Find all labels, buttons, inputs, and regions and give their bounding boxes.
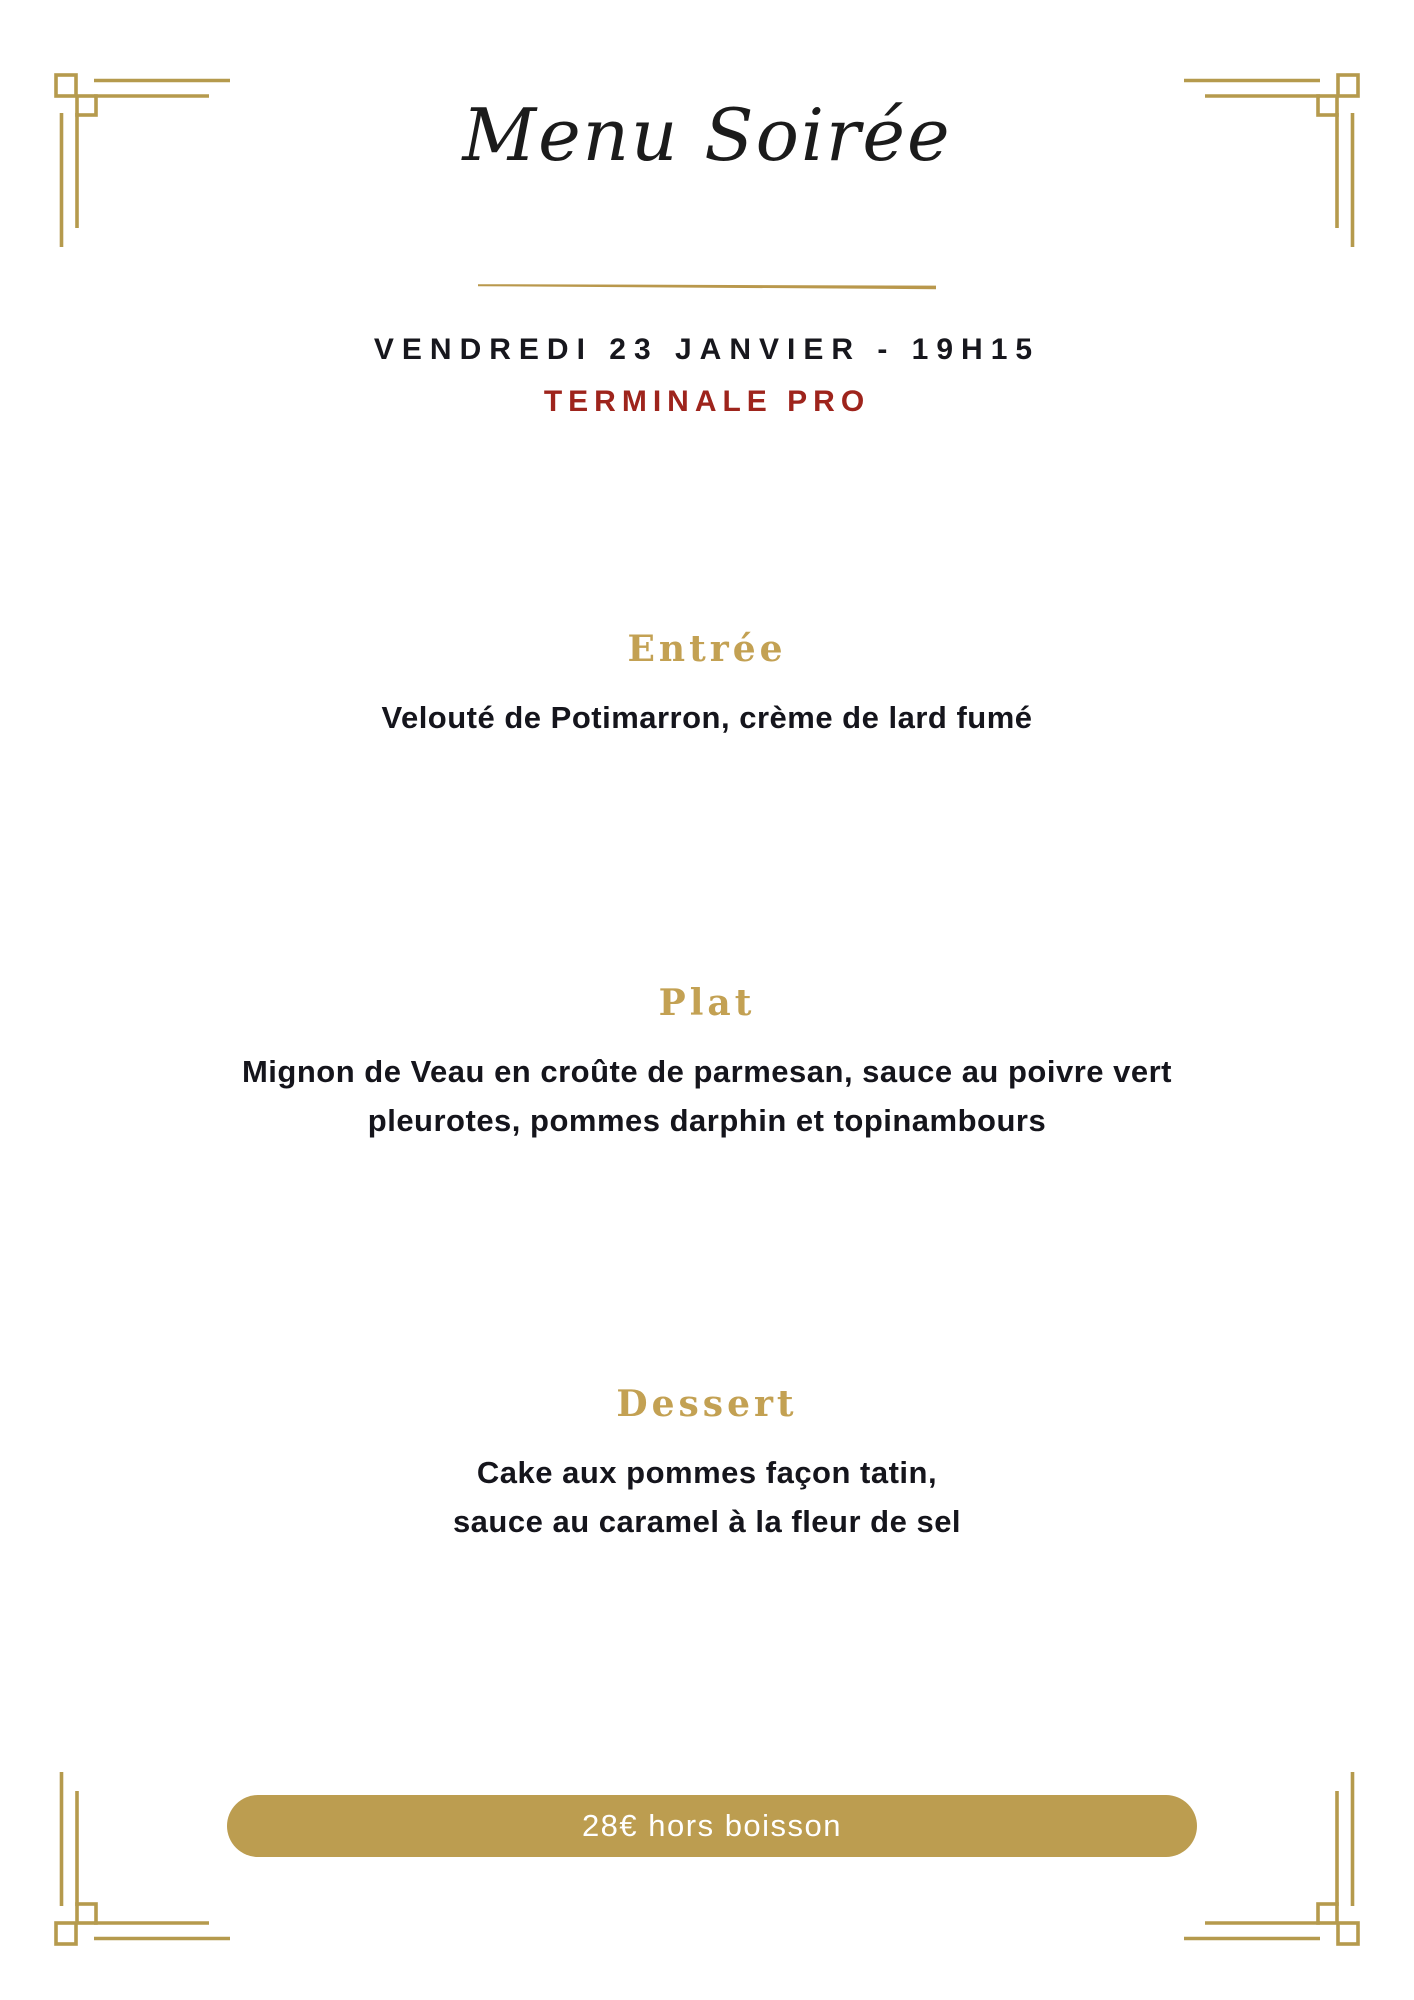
course-section-dessert (0, 1382, 1414, 1546)
course-heading-entree: Entrée (627, 628, 787, 670)
course-heading-dessert: Dessert (616, 1383, 798, 1425)
event-date-time: VENDREDI 23 JANVIER - 19H15 (373, 333, 1041, 366)
dish-line: Velouté de Potimarron, crème de lard fumé (381, 700, 1033, 735)
event-group: TERMINALE PRO (543, 385, 871, 418)
dish-line (0, 1448, 1414, 1546)
dish-line-text: pleurotes, pommes darphin et topinambours (367, 1103, 1047, 1138)
dish-line-text: Mignon de Veau en croûte de parmesan, sauce au poivre vert (241, 1054, 1172, 1089)
price-badge: 28€ hors boisson (227, 1795, 1197, 1857)
dish-line (0, 1047, 1414, 1145)
course-section-plat (0, 981, 1414, 1145)
dish-line-text: Cake aux pommes façon tatin, (476, 1455, 938, 1490)
menu-title: Menu Soirée (462, 93, 952, 177)
gold-corner-ornament-bottom-right (1184, 1770, 1360, 1946)
course-section-entree (0, 627, 1414, 742)
title-divider (0, 281, 1414, 291)
dish-line-text: sauce au caramel à la fleur de sel (452, 1504, 962, 1539)
gold-corner-ornament-bottom-left (54, 1770, 230, 1946)
course-heading-plat: Plat (658, 982, 756, 1024)
